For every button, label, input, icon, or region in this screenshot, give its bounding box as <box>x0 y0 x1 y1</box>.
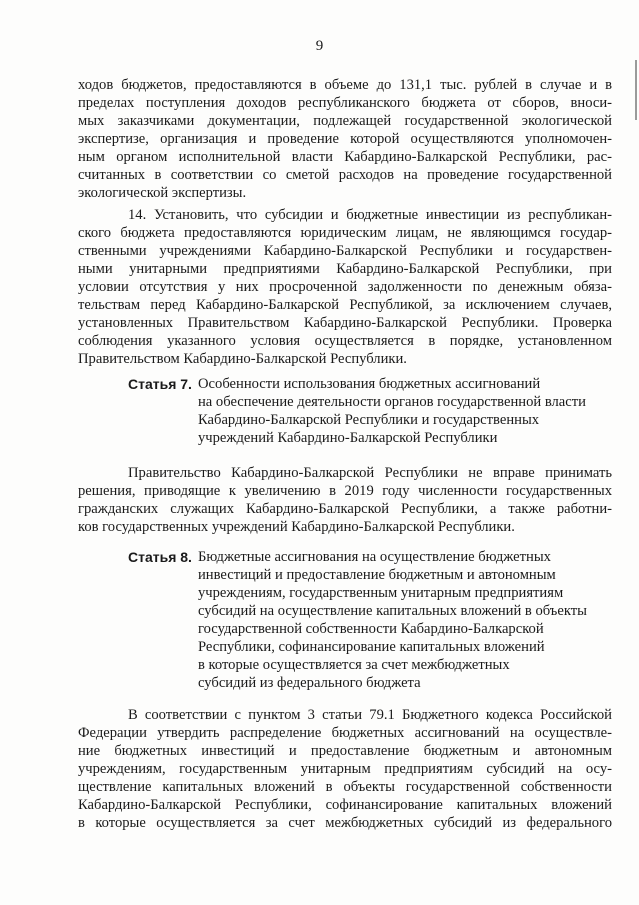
article-7-label: Статья 7. <box>128 376 192 392</box>
title-line: Бюджетные ассигнования на осуществление бюджетных <box>198 549 551 565</box>
text-line: 14. Установить, что субсидии и бюджетные инвестиции из республикан- <box>128 207 612 223</box>
article-7-title <box>198 375 618 447</box>
text-line: учреждениям, государственным унитарным предприятиям субсидий на осу- <box>78 761 612 777</box>
text-line: ным органом исполнительной власти Кабардино-Балкарской Республики, рас- <box>78 149 612 165</box>
article-7-heading <box>128 375 608 447</box>
text-line: ществление капитальных вложений в объекты государственной собственности <box>78 779 612 795</box>
text-line: гражданских служащих Кабардино-Балкарской Республики, а также работни- <box>78 501 612 517</box>
article-8-heading <box>128 548 608 692</box>
title-line: инвестиций и предоставление бюджетным и автономным <box>198 567 556 583</box>
text-line: установленных Правительством Кабардино-Балкарской Республики. Проверка <box>78 315 612 331</box>
paragraph-article-8 <box>78 706 612 832</box>
text-line: тельствам перед Кабардино-Балкарской Республикой, за исключением случаев, <box>78 297 612 313</box>
title-line: в которые осуществляется за счет межбюджетных <box>198 657 510 673</box>
text-line: Правительством Кабардино-Балкарской Республики. <box>78 351 407 367</box>
text-line: условии отсутствия у них просроченной задолженности по денежным обяза- <box>78 279 612 295</box>
text-line: Правительство Кабардино-Балкарской Республики не вправе принимать <box>128 465 612 481</box>
text-line: в которые осуществляется за счет межбюджетных субсидий из федерального <box>78 815 612 831</box>
paragraph-article-7 <box>78 464 612 536</box>
text-line: мых заказчиками документации, подлежащей государственной экологической <box>78 113 612 129</box>
text-line: ходов бюджетов, предоставляются в объеме до 131,1 тыс. рублей в случае и в <box>78 77 612 93</box>
page-number: 9 <box>315 38 324 54</box>
text-line: ными унитарными предприятиями Кабардино-Балкарской Республики, при <box>78 261 612 277</box>
article-8-label: Статья 8. <box>128 549 192 565</box>
text-line: ского бюджета предоставляются юридическим лицам, не являющимся государ- <box>78 225 612 241</box>
text-line: экологической экспертизы. <box>78 185 247 201</box>
title-line: субсидий из федерального бюджета <box>198 675 421 691</box>
title-line: Кабардино-Балкарской Республики и государственных <box>198 412 540 428</box>
title-line: учреждениям, государственным унитарным предприятиям <box>198 585 564 601</box>
text-line: В соответствии с пунктом 3 статьи 79.1 Бюджетного кодекса Российской <box>128 707 612 723</box>
text-line: решения, приводящие к увеличению в 2019 году численности государственных <box>78 483 612 499</box>
title-line: Республики, софинансирование капитальных вложений <box>198 639 545 655</box>
text-line: Федерации утвердить распределение бюджетных ассигнований на осуществле- <box>78 725 612 741</box>
text-line: ственными учреждениями Кабардино-Балкарской Республики и государствен- <box>78 243 612 259</box>
title-line: учреждений Кабардино-Балкарской Республики <box>198 430 498 446</box>
article-8-title <box>198 548 618 692</box>
title-line: государственной собственности Кабардино-Балкарской <box>198 621 544 637</box>
paragraph-14 <box>78 206 612 368</box>
title-line: субсидий на осуществление капитальных вложений в объекты <box>198 603 587 619</box>
scan-edge-mark <box>635 60 637 120</box>
text-line: экспертизе, организация и проведение которой осуществляются уполномочен- <box>78 131 612 147</box>
text-line: Кабардино-Балкарской Республики, софинансирование капитальных вложений <box>78 797 612 813</box>
text-line: пределах поступления доходов республиканского бюджета от сборов, вноси- <box>78 95 612 111</box>
title-line: Особенности использования бюджетных ассигнований <box>198 376 541 392</box>
text-line: считанных в соответствии со сметой расходов на проведение государственной <box>78 167 612 183</box>
title-line: на обеспечение деятельности органов государственной власти <box>198 394 586 410</box>
text-line: ков государственных учреждений Кабардино-Балкарской Республики. <box>78 519 515 535</box>
text-line: ние бюджетных инвестиций и предоставление бюджетным и автономным <box>78 743 612 759</box>
paragraph-continued <box>78 76 612 202</box>
text-line: соблюдения указанного условия осуществляется в порядке, установленном <box>78 333 612 349</box>
